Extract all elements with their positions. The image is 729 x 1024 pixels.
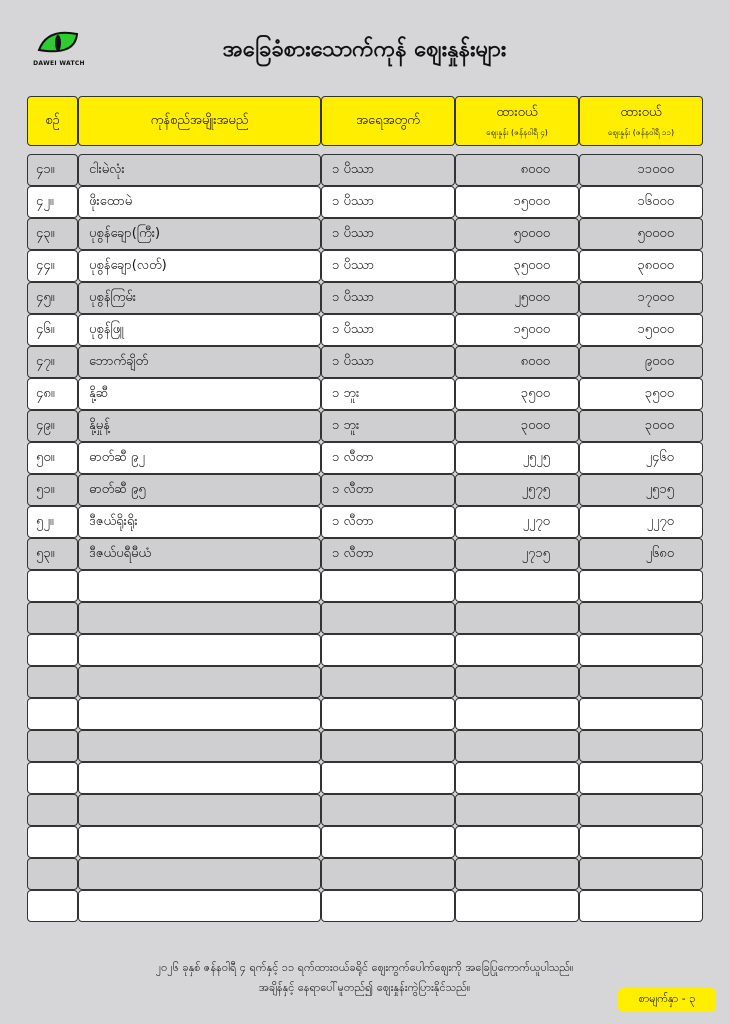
row-unit-cell: ၁ ပိဿာ — [321, 282, 455, 314]
row-price-jan4-cell: ၂၂၇၀ — [455, 506, 579, 538]
row-no-cell — [27, 730, 78, 762]
row-no-cell: ၅၂။ — [27, 506, 78, 538]
cat-eye-icon — [37, 30, 81, 58]
row-item-cell: နို့ဆီ — [78, 378, 321, 410]
row-item-cell — [78, 890, 321, 922]
row-unit-cell — [321, 730, 455, 762]
row-price-jan11-cell — [579, 570, 703, 602]
price-table — [27, 96, 703, 922]
row-price-jan11-cell: ၂၂၇၀ — [579, 506, 703, 538]
row-price-jan4-cell — [455, 794, 579, 826]
row-price-jan11-cell: ၁၁၀၀၀ — [579, 154, 703, 186]
row-price-jan11-cell — [579, 890, 703, 922]
table-row — [27, 538, 703, 570]
row-no-cell — [27, 602, 78, 634]
row-item-cell: ဓာတ်ဆီ ၉၅ — [78, 474, 321, 506]
row-item-cell: နို့မှုန့် — [78, 410, 321, 442]
row-item-cell — [78, 826, 321, 858]
table-row — [27, 282, 703, 314]
row-unit-cell — [321, 890, 455, 922]
row-price-jan4-cell: ၁၅၀၀၀ — [455, 186, 579, 218]
row-price-jan4-cell: ၃၀၀၀ — [455, 410, 579, 442]
table-row — [27, 890, 703, 922]
row-no-cell: ၄၈။ — [27, 378, 78, 410]
row-price-jan4-cell — [455, 826, 579, 858]
row-price-jan4-cell — [455, 730, 579, 762]
row-price-jan11-cell — [579, 762, 703, 794]
row-unit-cell — [321, 794, 455, 826]
page-number-badge: စာမျက်နှာ - ၃ — [618, 988, 716, 1012]
row-no-cell — [27, 634, 78, 666]
table-row — [27, 666, 703, 698]
row-unit-cell — [321, 666, 455, 698]
row-unit-cell: ၁ ပိဿာ — [321, 154, 455, 186]
table-row — [27, 218, 703, 250]
table-row — [27, 154, 703, 186]
row-price-jan4-cell — [455, 602, 579, 634]
table-row — [27, 794, 703, 826]
row-item-cell — [78, 602, 321, 634]
row-no-cell: ၄၅။ — [27, 282, 78, 314]
row-no-cell: ၄၇။ — [27, 346, 78, 378]
row-no-cell — [27, 666, 78, 698]
row-item-cell — [78, 730, 321, 762]
table-row — [27, 314, 703, 346]
row-unit-cell — [321, 858, 455, 890]
row-no-cell: ၄၂။ — [27, 186, 78, 218]
table-row — [27, 730, 703, 762]
row-price-jan11-cell: ၃၀၀၀ — [579, 410, 703, 442]
table-row — [27, 410, 703, 442]
row-unit-cell: ၁ လီတာ — [321, 538, 455, 570]
row-price-jan4-cell — [455, 890, 579, 922]
row-no-cell — [27, 794, 78, 826]
row-no-cell — [27, 570, 78, 602]
row-price-jan11-cell — [579, 602, 703, 634]
row-price-jan4-cell: ၃၅၀၀ — [455, 378, 579, 410]
row-price-jan11-cell: ၃၈၀၀၀ — [579, 250, 703, 282]
row-price-jan4-cell — [455, 698, 579, 730]
row-item-cell: ပုစွန်ကြမ်း — [78, 282, 321, 314]
row-item-cell — [78, 858, 321, 890]
row-no-cell: ၅၁။ — [27, 474, 78, 506]
row-price-jan4-cell: ၅၀၀၀၀ — [455, 218, 579, 250]
row-item-cell: ဘောက်ချိတ် — [78, 346, 321, 378]
row-unit-cell: ၁ ဘူး — [321, 378, 455, 410]
header-price-jan4: ထားဝယ် ဈေးနှုန်း (ဇန်နဝါရီ ၄) — [455, 96, 579, 146]
row-price-jan11-cell: ၅၀၀၀၀ — [579, 218, 703, 250]
row-price-jan11-cell — [579, 794, 703, 826]
row-no-cell: ၄၃။ — [27, 218, 78, 250]
row-unit-cell — [321, 570, 455, 602]
row-price-jan11-cell: ၃၅၀၀ — [579, 378, 703, 410]
row-unit-cell: ၁ လီတာ — [321, 442, 455, 474]
row-no-cell — [27, 762, 78, 794]
row-unit-cell — [321, 826, 455, 858]
row-unit-cell: ၁ လီတာ — [321, 506, 455, 538]
header-unit: အရေအတွက် — [321, 96, 455, 146]
row-price-jan4-cell: ၈၀၀၀ — [455, 154, 579, 186]
row-price-jan11-cell: ၂၆၈၀ — [579, 538, 703, 570]
row-item-cell — [78, 698, 321, 730]
table-row — [27, 602, 703, 634]
row-no-cell — [27, 698, 78, 730]
row-unit-cell: ၁ ပိဿာ — [321, 314, 455, 346]
header-price-jan11: ထားဝယ် ဈေးနှုန်း (ဇန်နဝါရီ ၁၁) — [579, 96, 703, 146]
row-no-cell: ၄၆။ — [27, 314, 78, 346]
row-no-cell — [27, 826, 78, 858]
row-price-jan11-cell: ၁၅၀၀၀ — [579, 314, 703, 346]
row-price-jan4-cell: ၂၅၀၀၀ — [455, 282, 579, 314]
header-no: စဉ် — [27, 96, 78, 146]
row-price-jan4-cell — [455, 634, 579, 666]
table-header — [27, 96, 703, 146]
row-price-jan4-cell: ၈၀၀၀ — [455, 346, 579, 378]
table-row — [27, 506, 703, 538]
row-item-cell — [78, 794, 321, 826]
table-row — [27, 634, 703, 666]
row-unit-cell — [321, 634, 455, 666]
row-price-jan11-cell: ၂၄၆၀ — [579, 442, 703, 474]
row-unit-cell: ၁ ဘူး — [321, 410, 455, 442]
row-price-jan11-cell — [579, 730, 703, 762]
row-price-jan4-cell — [455, 666, 579, 698]
footer-line-2: အချိန်နှင့် နေရာပေါ်မူတည်၍ ဈေးနှုန်းကွဲပြားနိုင်သည်။ — [258, 981, 471, 994]
table-row — [27, 826, 703, 858]
table-row — [27, 698, 703, 730]
row-price-jan4-cell: ၂၅၇၅ — [455, 474, 579, 506]
row-price-jan11-cell: ၁၇၀၀၀ — [579, 282, 703, 314]
row-price-jan11-cell: ၉၀၀၀ — [579, 346, 703, 378]
row-no-cell: ၅၃။ — [27, 538, 78, 570]
row-item-cell: ပုစွန်ချော(လတ်) — [78, 250, 321, 282]
row-price-jan11-cell — [579, 858, 703, 890]
row-unit-cell: ၁ လီတာ — [321, 474, 455, 506]
row-item-cell: ငါးမဲလုံး — [78, 154, 321, 186]
row-price-jan11-cell: ၂၅၁၅ — [579, 474, 703, 506]
table-row — [27, 250, 703, 282]
row-no-cell: ၅၀။ — [27, 442, 78, 474]
row-no-cell: ၄၄။ — [27, 250, 78, 282]
row-item-cell — [78, 570, 321, 602]
logo-text: DAWEI WATCH — [33, 60, 85, 67]
table-row — [27, 378, 703, 410]
logo — [30, 30, 88, 67]
table-row — [27, 346, 703, 378]
row-unit-cell — [321, 698, 455, 730]
row-item-cell — [78, 762, 321, 794]
row-price-jan11-cell — [579, 666, 703, 698]
row-item-cell: ဒီဇယ်ပရီမီယံ — [78, 538, 321, 570]
row-price-jan11-cell: ၁၆၀၀၀ — [579, 186, 703, 218]
row-price-jan4-cell — [455, 570, 579, 602]
header-item: ကုန်စည်အမျိုးအမည် — [78, 96, 321, 146]
table-row — [27, 442, 703, 474]
row-price-jan4-cell: ၂၅၂၅ — [455, 442, 579, 474]
row-no-cell — [27, 890, 78, 922]
table-row — [27, 858, 703, 890]
row-price-jan4-cell: ၂၇၁၅ — [455, 538, 579, 570]
table-row — [27, 186, 703, 218]
row-price-jan11-cell — [579, 826, 703, 858]
row-unit-cell: ၁ ပိဿာ — [321, 346, 455, 378]
row-unit-cell — [321, 762, 455, 794]
table-row — [27, 570, 703, 602]
row-unit-cell: ၁ ပိဿာ — [321, 218, 455, 250]
row-item-cell — [78, 666, 321, 698]
row-price-jan4-cell: ၁၅၀၀၀ — [455, 314, 579, 346]
footer-line-1: ၂၀၂၆ ခုနှစ် ဇန်နဝါရီ ၄ ရက်နှင့် ၁၁ ရက်ထားဝယ်ခရိုင် ဈေးကွက်ပေါက်ဈေးကို အခြေပြုကောက်ယူပါသည်။ — [155, 961, 574, 974]
row-item-cell: ပုစွန်ချော(ကြီး) — [78, 218, 321, 250]
row-price-jan4-cell: ၃၅၀၀၀ — [455, 250, 579, 282]
row-price-jan11-cell — [579, 698, 703, 730]
page-title: အခြေခံစားသောက်ကုန် ဈေးနှုန်းများ — [222, 37, 507, 62]
table-row — [27, 762, 703, 794]
row-item-cell: ဖိုးထောမဲ — [78, 186, 321, 218]
row-unit-cell — [321, 602, 455, 634]
row-no-cell — [27, 858, 78, 890]
row-item-cell: ဒီဇယ်ရိုးရိုး — [78, 506, 321, 538]
table-row — [27, 474, 703, 506]
row-no-cell: ၄၉။ — [27, 410, 78, 442]
row-unit-cell: ၁ ပိဿာ — [321, 250, 455, 282]
row-item-cell: ပုစွန်ဖြူ — [78, 314, 321, 346]
row-price-jan4-cell — [455, 858, 579, 890]
row-unit-cell: ၁ ပိဿာ — [321, 186, 455, 218]
row-item-cell: ဓာတ်ဆီ ၉၂ — [78, 442, 321, 474]
row-price-jan11-cell — [579, 634, 703, 666]
row-price-jan4-cell — [455, 762, 579, 794]
row-item-cell — [78, 634, 321, 666]
row-no-cell: ၄၁။ — [27, 154, 78, 186]
